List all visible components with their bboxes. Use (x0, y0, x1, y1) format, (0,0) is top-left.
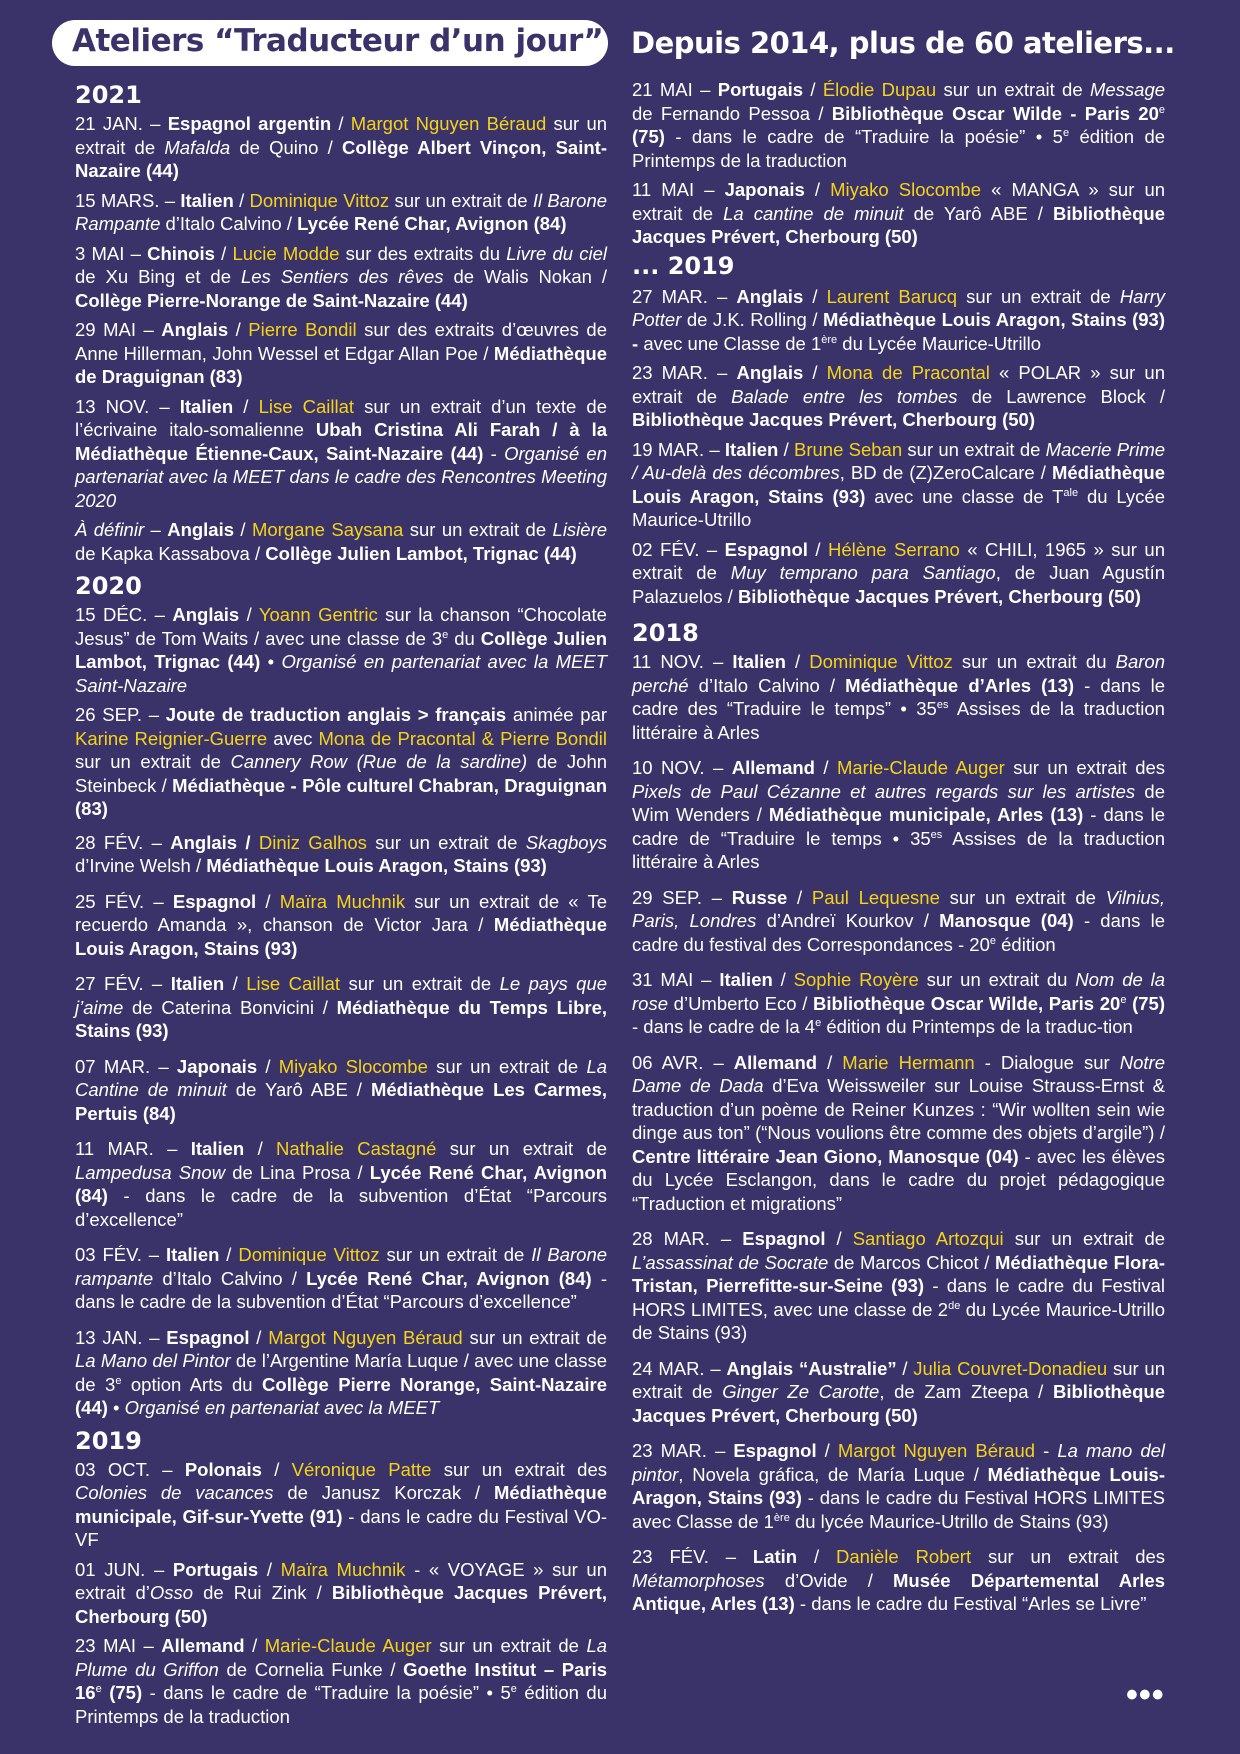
right-column (632, 78, 1165, 1622)
entry-2019-8: 19 MAR. – Italien / Brune Seban sur un extrait de Macerie Prime / Au-delà des décombres, BD de (Z)ZeroCalcare / Médiathèque Louis Aragon, Stains (93) avec une classe de $T^{ale}$ du Lycée Maurice-Utrillo (632, 438, 1166, 530)
year-heading-2019-continued: ... 2019 (632, 251, 735, 280)
entry-2020-5: 27 FÉV. – Italien / Lise Caillat sur un extrait de Le pays que j’aime de Caterina Bonvicini / Médiathèque du Temps Libre, Stains (93) (75, 973, 608, 1041)
entry-2018-8: 23 MAR. – Espagnol / Margot Nguyen Béraud - La mano del pintor, Novela gráfica, de María Luque / Médiathèque Louis-Aragon, Stains (93) - dans le cadre du Festival HORS LIMITES avec Classe de 1ère du lycée Maurice-Utrillo de Stains (93) (632, 1440, 1166, 1532)
entry-2020-9: 13 JAN. – Espagnol / Margot Nguyen Béraud sur un extrait de La Mano del Pintor de l’Argentine María Luque / avec une classe de 3e option Arts du Collège Pierre Norange, Saint-Nazaire (44) • Organisé en partenariat avec la MEET (75, 1326, 608, 1418)
entry-2018-6: 28 MAR. – Espagnol / Santiago Artozqui sur un extrait de L’assassinat de Socrate de Marcos Chicot / Médiathèque Flora-Tristan, Pierrefitte-sur-Seine (93) - dans le cadre du Festival HORS LIMITES, avec une classe de 2de du Lycée Maurice-Utrillo de Stains (93) (632, 1228, 1166, 1343)
entry-2018-2: 10 NOV. – Allemand / Marie-Claude Auger sur un extrait des Pixels de Paul Cézanne et autres regards sur les artistes de Wim Wenders / Médiathèque municipale, Arles (13) - dans le cadre de “Traduire le temps • $35^{es}$ Assises de la traduction littéraire à Arles (632, 757, 1166, 872)
entry-2018-4: 31 MAI – Italien / Sophie Royère sur un extrait du Nom de la rose d’Umberto Eco / Bibliothèque Oscar Wilde, Paris 20e (75) - dans le cadre de la 4e édition du Printemps de la traduc-tion (632, 969, 1166, 1037)
more-ellipsis: ••• (1126, 1676, 1165, 1714)
entry-2020-6: 07 MAR. – Japonais / Miyako Slocombe sur un extrait de La Cantine de minuit de Yarô ABE / Médiathèque Les Carmes, Pertuis (84) (75, 1055, 608, 1124)
entry-2020-3: 28 FÉV. – Anglais / Diniz Galhos sur un extrait de Skagboys d’Irvine Welsh / Médiathèque Louis Aragon, Stains (93) (75, 831, 608, 876)
year-heading-2018: 2018 (632, 619, 699, 647)
entry-2019-5: 11 MAI – Japonais / Miyako Slocombe « MANGA » sur un extrait de La cantine de minuit de Yarô ABE / Bibliothèque Jacques Prévert, Cherbourg (50) (632, 179, 1166, 247)
entry-2019-4: 21 MAI – Portugais / Élodie Dupau sur un extrait de Message de Fernando Pessoa / Bibliothèque Oscar Wilde - Paris 20e (75) - dans le cadre de “Traduire la poésie” • 5e édition de Printemps de la traduction (632, 79, 1166, 171)
entry-2020-4: 25 FÉV. – Espagnol / Maïra Muchnik sur un extrait de « Te recuerdo Amanda », chanson de Victor Jara / Médiathèque Louis Aragon, Stains (93) (75, 890, 607, 959)
entry-2018-7: 24 MAR. – Anglais “Australie” / Julia Couvret-Donadieu sur un extrait de Ginger Ze Carotte, de Zam Zteepa / Bibliothèque Jacques Prévert, Cherbourg (50) (632, 1357, 1165, 1426)
entry-2020-1: 15 DÉC. – Anglais / Yoann Gentric sur la chanson “Chocolate Jesus” de Tom Waits / avec une classe de 3e du Collège Julien Lambot, Trignac (44) • Organisé en partenariat avec la MEET Saint-Nazaire (75, 604, 608, 696)
entry-2021-3: 3 MAI – Chinois / Lucie Modde sur des extraits du Livre du ciel de Xu Bing et de Les Sentiers des rêves de Walis Nokan / Collège Pierre-Norange de Saint-Nazaire (44) (75, 242, 608, 311)
entry-2021-4: 29 MAI – Anglais / Pierre Bondil sur des extraits d’œuvres de Anne Hillerman, John Wessel et Edgar Allan Poe / Médiathèque de Draguignan (83) (75, 319, 607, 387)
entry-2018-3: 29 SEP. – Russe / Paul Lequesne sur un extrait de Vilnius, Paris, Londres d’Andreï Kourkov / Manosque (04) - dans le cadre du festival des Correspondances - 20e édition (632, 886, 1166, 955)
year-heading-2020: 2020 (75, 572, 142, 600)
entry-2018-1: 11 NOV. – Italien / Dominique Vittoz sur un extrait du Baron perché d’Italo Calvino / Médiathèque d’Arles (13) - dans le cadre des “Traduire le temps” • $35^{es}$ Assises de la traduction littéraire à Arles (632, 651, 1165, 743)
page-subtitle: Depuis 2014, plus de 60 ateliers... (631, 26, 1175, 60)
title-banner (52, 20, 608, 66)
entry-2019-1: 03 OCT. – Polonais / Véronique Patte sur un extrait des Colonies de vacances de Janusz Korczak / Médiathèque municipale, Gif-sur-Yvette (91) - dans le cadre du Festival VO-VF (75, 1458, 608, 1550)
entry-2019-6: 27 MAR. – Anglais / Laurent Barucq sur un extrait de Harry Potter de J.K. Rolling / Médiathèque Louis Aragon, Stains (93) - avec une Classe de 1ère du Lycée Maurice-Utrillo (632, 285, 1166, 354)
year-heading-2019: 2019 (75, 1426, 142, 1455)
year-heading-2021: 2021 (75, 81, 142, 109)
entry-2019-2: 01 JUN. – Portugais / Maïra Muchnik - « VOYAGE » sur un extrait d’Osso de Rui Zink / Bibliothèque Jacques Prévert, Cherbourg (50) (75, 1558, 608, 1627)
entry-2021-6: À définir – Anglais / Morgane Saysana sur un extrait de Lisière de Kapka Kassabova / Collège Julien Lambot, Trignac (44) (75, 519, 608, 564)
entry-2019-9: 02 FÉV. – Espagnol / Hélène Serrano « CHILI, 1965 » sur un extrait de Muy temprano para Santiago, de Juan Agustín Palazuelos / Bibliothèque Jacques Prévert, Cherbourg (50) (632, 538, 1166, 607)
entry-2021-1: 21 JAN. – Espagnol argentin / Margot Nguyen Béraud sur un extrait de Mafalda de Quino / Collège Albert Vinçon, Saint-Nazaire (44) (75, 113, 608, 181)
entry-2020-2: 26 SEP. – Joute de traduction anglais > français animée par Karine Reignier-Guerre avec Mona de Pracontal & Pierre Bondil sur un extrait de Cannery Row (Rue de la sardine) de John Steinbeck / Médiathèque - Pôle culturel Chabran, Draguignan (83) (75, 704, 608, 819)
entry-2021-2: 15 MARS. – Italien / Dominique Vittoz sur un extrait de Il Barone Rampante d’Italo Calvino / Lycée René Char, Avignon (84) (75, 189, 608, 234)
entry-2019-7: 23 MAR. – Anglais / Mona de Pracontal « POLAR » sur un extrait de Balade entre les tombes de Lawrence Block / Bibliothèque Jacques Prévert, Cherbourg (50) (632, 362, 1166, 430)
entry-2019-3: 23 MAI – Allemand / Marie-Claude Auger sur un extrait de La Plume du Griffon de Cornelia Funke / Goethe Institut – Paris 16e (75) - dans le cadre de “Traduire la poésie” • 5e édition du Printemps de la traduction (75, 1635, 608, 1727)
entry-2018-5: 06 AVR. – Allemand / Marie Hermann - Dialogue sur Notre Dame de Dada d’Eva Weissweiler sur Louise Strauss-Ernst & traduction d’un poème de Reiner Kunzes : “Wir wollten sein wie dinge aus ton” (“Nous voulions être comme des objets d’argile”) / Centre littéraire Jean Giono, Manosque (04) - avec les élèves du Lycée Esclangon, dans le cadre du projet pédagogique “Traduction et migrations” (632, 1051, 1166, 1214)
page-title: Ateliers “Traducteur d’un jour” (72, 23, 604, 59)
entry-2020-7: 11 MAR. – Italien / Nathalie Castagné sur un extrait de Lampedusa Snow de Lina Prosa / Lycée René Char, Avignon (84) - dans le cadre de la subvention d’État “Parcours d’excellence” (75, 1138, 608, 1230)
left-column (75, 78, 607, 1734)
entry-2018-9: 23 FÉV. – Latin / Danièle Robert sur un extrait des Métamorphoses d’Ovide / Musée Départemental Arles Antique, Arles (13) - dans le cadre du Festival “Arles se Livre” (632, 1546, 1166, 1614)
entry-2021-5: 13 NOV. – Italien / Lise Caillat sur un extrait d’un texte de l’écrivaine italo-somalienne Ubah Cristina Ali Farah / à la Médiathèque Étienne-Caux, Saint-Nazaire (44) - Organisé en partenariat avec la MEET dans le cadre des Rencontres Meeting 2020 (75, 395, 608, 511)
entry-2020-8: 03 FÉV. – Italien / Dominique Vittoz sur un extrait de Il Barone rampante d’Italo Calvino / Lycée René Char, Avignon (84) - dans le cadre de la subvention d’État “Parcours d’excellence” (75, 1244, 608, 1312)
